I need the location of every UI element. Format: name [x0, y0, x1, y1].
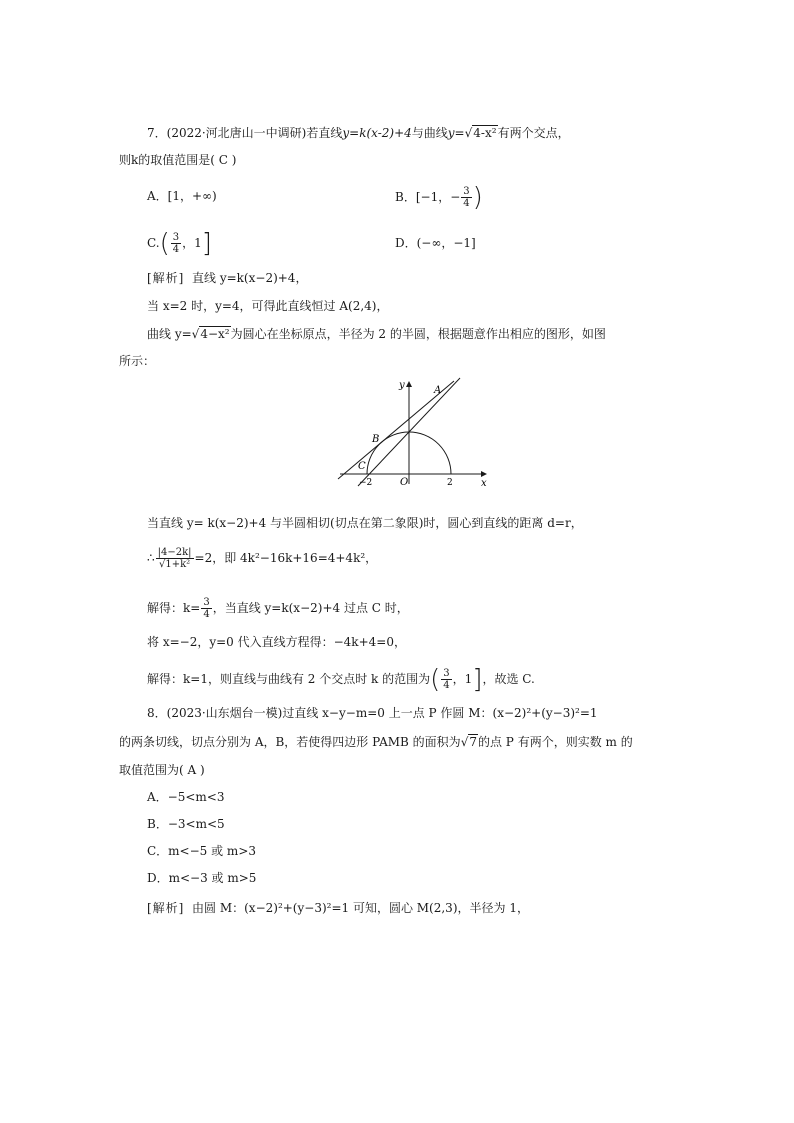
q8-stem-2-radicand: 7	[469, 735, 477, 749]
q7-option-a: A．[1，+∞)	[147, 189, 217, 203]
q8-analysis-label: [解析]	[147, 901, 185, 915]
q7-tangent-1: 当直线 y= k(x−2)+4 与半圆相切(切点在第二象限)时，圆心到直线的距离 d=r，	[147, 516, 583, 530]
figure-tick-2: 2	[447, 478, 453, 488]
q7-option-d: D．(−∞，−1]	[395, 236, 476, 250]
q7-option-b-fraction: $\frac{3}{4}$	[463, 186, 470, 209]
q7-solve1-prefix: 解得：k=	[147, 601, 201, 615]
q7-curve-radicand: 4-x²	[473, 126, 497, 140]
q7-solve-1	[147, 597, 409, 620]
q7-distance-fraction: $\frac{|4-2k|}{\text{√1+k²}}$	[157, 547, 192, 570]
figure-label-x: x	[481, 478, 487, 488]
q7-solve1-tail: ，当直线 y=k(x−2)+4 过点 C 时，	[212, 601, 409, 615]
q7-substitution: 将 x=−2，y=0 代入直线方程得：−4k+4=0，	[147, 635, 406, 649]
figure-label-c: C	[358, 461, 366, 472]
q7-option-b-prefix: B．	[395, 190, 416, 204]
q7-option-c-tail: ，1	[182, 236, 202, 250]
q7-solve-2: 解得：k=1，则直线与曲线有 2 个交点时 k 的范围为( $\frac{3}{4}$ ，1]，故选 C.	[147, 664, 535, 695]
semicircle-figure	[330, 376, 495, 488]
q7-dist-prefix: ∴	[147, 551, 155, 565]
q7-analysis-3-radicand: 4−x²	[200, 327, 230, 341]
q7-solve2-tail: ，故选 C.	[482, 672, 535, 686]
q8-stem-3: 取值范围为( A )	[119, 763, 205, 777]
q7-option-c-fraction: $\frac{3}{4}$	[172, 232, 180, 255]
q7-analysis-2: 当 x=2 时，y=4，可得此直线恒过 A(2,4)，	[147, 299, 389, 313]
q7-analysis-label: [解析]	[147, 271, 185, 285]
q7-dist-tail: =2，即 4k²−16k+16=4+4k²，	[194, 551, 378, 565]
q7-stem-3: 有两个交点，	[497, 126, 570, 140]
figure-label-a: A	[434, 385, 442, 396]
q7-solve1-fraction: $\frac{3}{4}$	[203, 597, 210, 620]
figure-label-b: B	[372, 434, 380, 445]
q7-stem-line1: 7．(2022·河北唐山一中调研)若直线y=k(x-2)+4与曲线y=√4-x²有两个交点，	[147, 126, 570, 140]
q7-option-b-left: [−1，−	[415, 190, 461, 204]
q7-distance-line	[147, 547, 377, 570]
q8-stem-1: 8．(2023·山东烟台一模)过直线 x−y−m=0 上一点 P 作圆 M：(x−2)²+(y−3)²=1	[147, 706, 598, 720]
q7-solve2-mid: ，1	[452, 672, 473, 686]
q8-stem-line2: 的两条切线，切点分别为 A，B，若使得四边形 PAMB 的面积为√7的点 P 有两个，则实数 m 的	[119, 735, 633, 749]
q7-stem-1: 7．(2022·河北唐山一中调研)若直线	[147, 126, 343, 140]
q8-stem-2-prefix: 的两条切线，切点分别为 A，B，若使得四边形 PAMB 的面积为	[119, 735, 461, 749]
q7-stem-line2: 则k的取值范围是( C )	[119, 153, 237, 167]
q8-analysis-1: 由圆 M：(x−2)²+(y−3)²=1 可知，圆心 M(2,3)，半径为 1，	[192, 901, 529, 915]
q8-option-c: C．m<−5 或 m>3	[147, 844, 257, 858]
q7-analysis-3-prefix: 曲线 y=	[147, 327, 192, 341]
q7-analysis-line1	[147, 269, 307, 287]
figure-label-y: y	[399, 380, 405, 391]
q7-analysis-4: 所示：	[119, 354, 156, 368]
q8-option-b: B．−3<m<5	[147, 817, 225, 831]
q7-option-b: B．[−1，− $\frac{3}{4}$ )	[395, 182, 483, 213]
q7-option-c-prefix: C.	[147, 236, 160, 250]
figure-tick-neg2: −2	[359, 478, 373, 488]
q7-analysis-line3: 曲线 y=√4−x²为圆心在坐标原点，半径为 2 的半圆，根据题意作出相应的图形，如图	[147, 327, 606, 341]
q8-option-d: D．m<−3 或 m>5	[147, 871, 257, 885]
q8-stem-2-tail: 的点 P 有两个，则实数 m 的	[477, 735, 633, 749]
q8-analysis-line1	[147, 899, 529, 917]
q7-solve2-fraction: $\frac{3}{4}$	[443, 668, 450, 691]
q8-option-a: A．−5<m<3	[147, 790, 225, 804]
q7-analysis-1: 直线 y=k(x−2)+4，	[192, 271, 308, 285]
q7-stem-2: 与曲线	[411, 126, 448, 140]
figure-label-o: O	[400, 477, 409, 488]
q7-solve2-prefix: 解得：k=1，则直线与曲线有 2 个交点时 k 的范围为	[147, 672, 431, 686]
q7-line-equation: y=k(x-2)+4	[342, 126, 412, 140]
q7-curve-prefix: y=	[447, 126, 465, 140]
q7-option-c: C.( $\frac{3}{4}$ ，1]	[147, 228, 212, 259]
q7-analysis-3-tail: 为圆心在坐标原点，半径为 2 的半圆，根据题意作出相应的图形，如图	[230, 327, 606, 341]
